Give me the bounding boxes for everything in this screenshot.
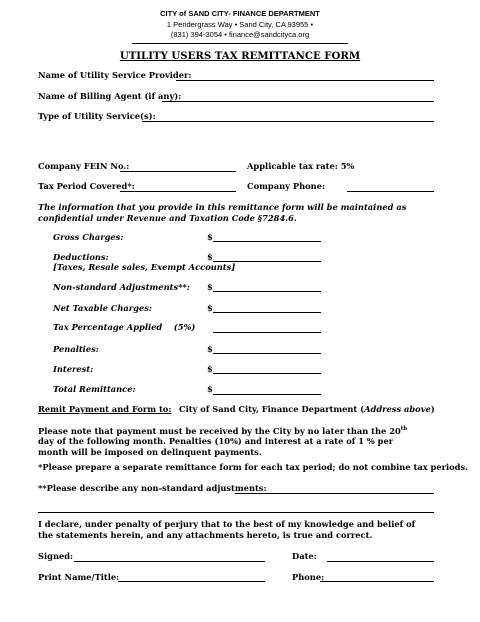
deductions-sublabel: [Taxes, Resale sales, Exempt Accounts] [53, 262, 236, 272]
print-name-title-field[interactable] [118, 581, 265, 582]
billing-agent-field[interactable] [162, 101, 434, 102]
nonstandard-adjustments-label: Non-standard Adjustments**: [53, 282, 190, 292]
notice-text-end: day of the following month. Penalties (10%) and interest at a rate of 1 % per month will be imposed on delinquent payments. [38, 436, 394, 457]
signature-field[interactable] [74, 561, 265, 562]
billing-agent-label: Name of Billing Agent (if any): [38, 91, 182, 101]
fein-field[interactable] [120, 171, 236, 172]
payment-deadline-notice [38, 424, 426, 457]
form-title: UTILITY USERS TAX REMITTANCE FORM [119, 50, 361, 62]
deductions-label: Deductions: [53, 252, 109, 262]
interest-dollar: $ [207, 364, 213, 374]
describe-adjustments-field-1[interactable] [235, 493, 434, 494]
tax-percentage-field[interactable] [213, 332, 321, 333]
confidentiality-note: The information that you provide in this remittance form will be maintained as confidential under Revenue and Taxation Code §7284.6. [38, 202, 407, 223]
company-phone-label: Company Phone: [247, 181, 326, 191]
tax-period-label: Tax Period Covered*: [38, 181, 135, 191]
remit-destination-text: City of Sand City, Finance Department ( [179, 404, 365, 414]
interest-label: Interest: [53, 364, 94, 374]
tax-percentage-label: Tax Percentage Applied (5%) [53, 322, 196, 332]
separate-form-note: *Please prepare a separate remittance form for each tax period; do not combine tax periods. [38, 462, 469, 472]
remit-destination-end: ) [430, 404, 435, 414]
provider-field[interactable] [176, 80, 434, 81]
remit-label: Remit Payment and Form to: [38, 404, 172, 414]
tax-rate-text: Applicable tax rate: 5% [247, 161, 355, 171]
deductions-dollar: $ [207, 252, 213, 262]
total-remittance-label: Total Remittance: [53, 384, 136, 394]
describe-adjustments-label: **Please describe any non-standard adjustments: [38, 483, 267, 493]
provider-label: Name of Utility Service Provider: [38, 70, 192, 80]
header-divider [132, 43, 348, 44]
net-taxable-label: Net Taxable Charges: [53, 303, 152, 313]
penalties-dollar: $ [207, 344, 213, 354]
utility-type-field[interactable] [142, 121, 434, 122]
perjury-declaration: I declare, under penalty of perjury that to the best of my knowledge and belief of the statements herein, and any attachments hereto, is true and correct. [38, 519, 416, 540]
notice-text-start: Please note that payment must be received by the City by no later than the 20 [38, 425, 401, 436]
penalties-field[interactable] [213, 353, 321, 354]
penalties-label: Penalties: [53, 344, 99, 354]
date-field[interactable] [327, 561, 434, 562]
gross-charges-dollar: $ [207, 232, 213, 242]
gross-charges-field[interactable] [213, 241, 321, 242]
deductions-field[interactable] [213, 261, 321, 262]
gross-charges-label: Gross Charges: [53, 232, 124, 242]
net-taxable-dollar: $ [207, 303, 213, 313]
remit-destination-address: Address above [364, 404, 431, 414]
print-name-title-label: Print Name/Title: [38, 572, 120, 582]
describe-adjustments-field-2[interactable] [38, 512, 434, 513]
total-remittance-dollar: $ [207, 384, 213, 394]
tax-period-field[interactable] [120, 191, 236, 192]
signer-phone-label: Phone: [292, 572, 325, 582]
department-contact: (831) 394-3054 • finance@sandcityca.org [170, 30, 310, 39]
nonstandard-adjustments-dollar: $ [207, 282, 213, 292]
notice-superscript: th [400, 426, 408, 432]
net-taxable-field[interactable] [213, 312, 321, 313]
company-phone-field[interactable] [347, 191, 434, 192]
remit-destination [179, 404, 435, 414]
interest-field[interactable] [213, 373, 321, 374]
signed-label: Signed: [38, 551, 74, 561]
total-remittance-field[interactable] [213, 394, 321, 395]
utility-type-label: Type of Utility Service(s): [38, 111, 156, 121]
department-title: CITY of SAND CITY- FINANCE DEPARTMENT [160, 9, 320, 18]
fein-label: Company FEIN No.: [38, 161, 130, 171]
signer-phone-field[interactable] [320, 581, 434, 582]
department-address: 1 Pendergrass Way • Sand City, CA 93955 • [166, 20, 314, 29]
date-label: Date: [292, 551, 317, 561]
nonstandard-adjustments-field[interactable] [213, 291, 321, 292]
